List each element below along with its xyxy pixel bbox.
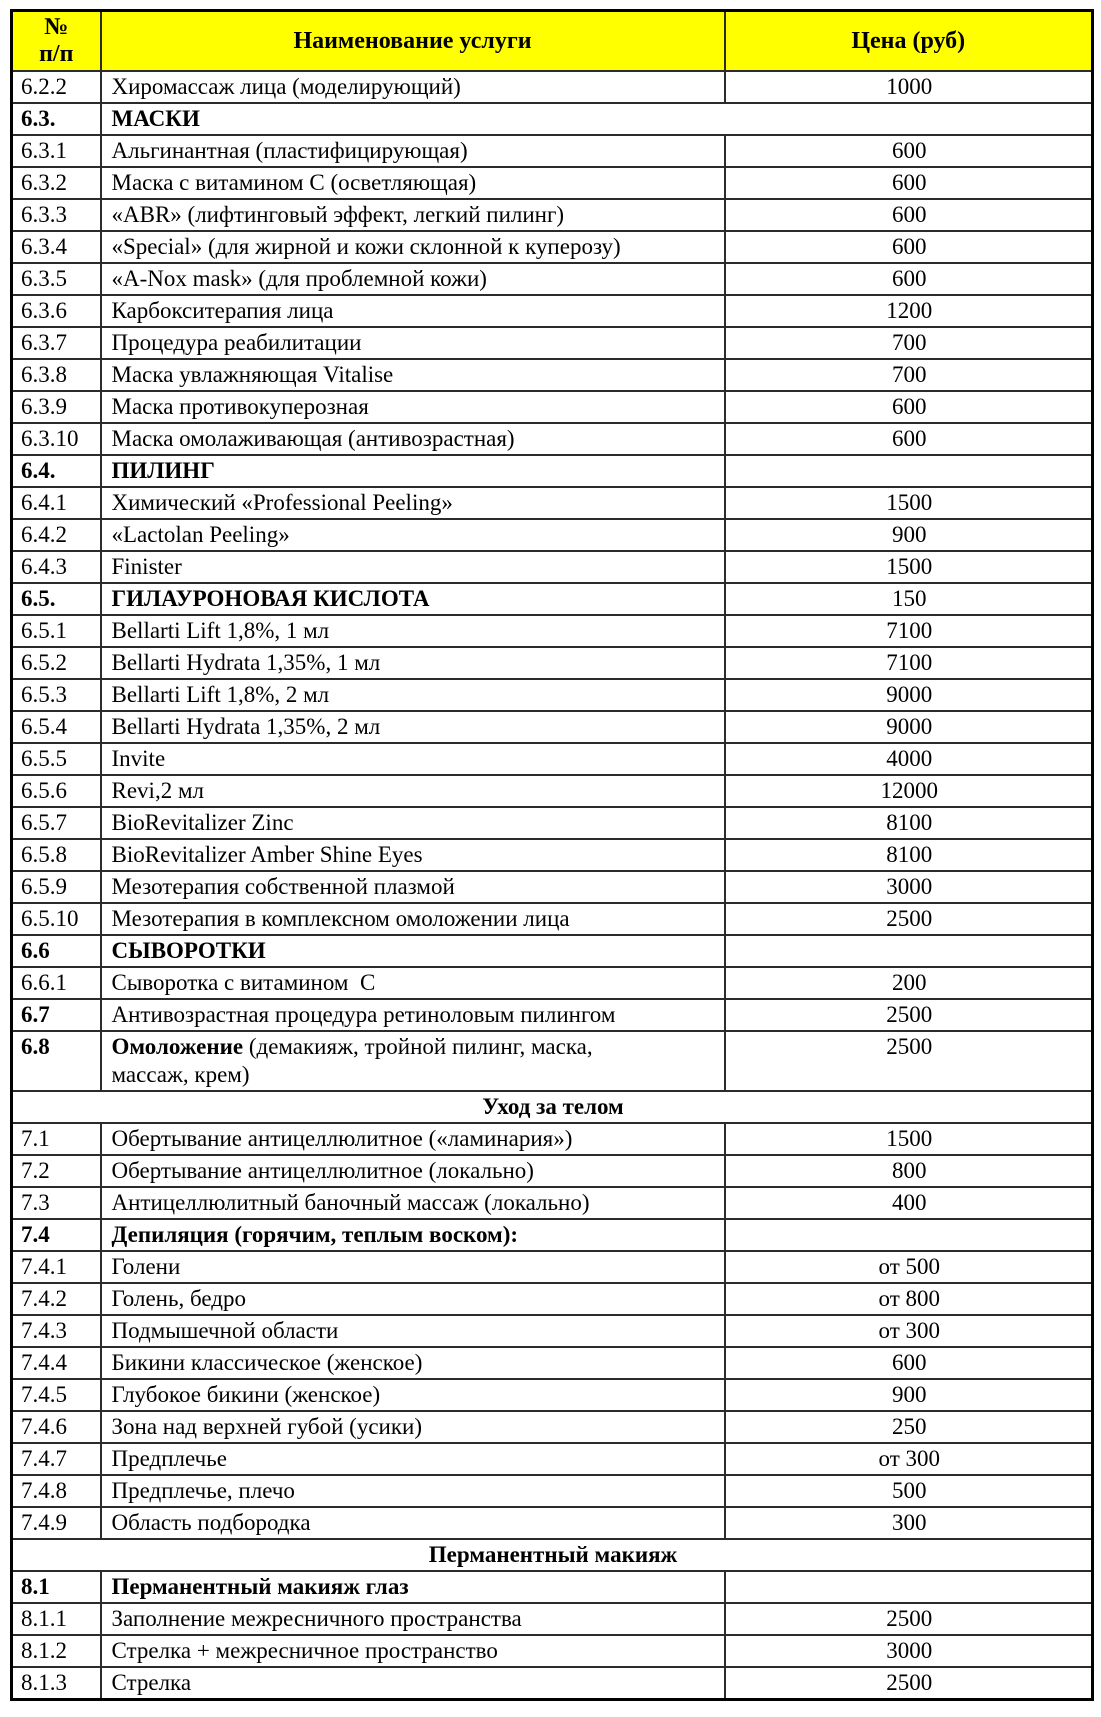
table-row (12, 231, 1093, 263)
table-row (12, 1123, 1093, 1155)
row-number: 6.6 (12, 935, 101, 967)
price: 700 (725, 327, 1093, 359)
service-name: Антицеллюлитный баночный массаж (локально) (101, 1187, 725, 1219)
table-row (12, 807, 1093, 839)
price: 200 (725, 967, 1093, 999)
service-name: Стрелка + межресничное пространство (101, 1635, 725, 1667)
price: 900 (725, 1379, 1093, 1411)
table-row (12, 1475, 1093, 1507)
service-name: Омоложение (демакияж, тройной пилинг, маска, массаж, крем) (101, 1031, 725, 1091)
table-row (12, 391, 1093, 423)
row-number: 6.4.3 (12, 551, 101, 583)
row-number: 7.4 (12, 1219, 101, 1251)
row-number: 6.3.2 (12, 167, 101, 199)
row-number: 6.8 (12, 1031, 101, 1091)
table-row (12, 1283, 1093, 1315)
service-name: Процедура реабилитации (101, 327, 725, 359)
table-row (12, 1443, 1093, 1475)
table-row (12, 1031, 1093, 1091)
row-number: 6.3.3 (12, 199, 101, 231)
service-name: Сыворотка с витамином С (101, 967, 725, 999)
table-row (12, 903, 1093, 935)
price: от 500 (725, 1251, 1093, 1283)
service-name: «Lactolan Peeling» (101, 519, 725, 551)
price: 400 (725, 1187, 1093, 1219)
price (725, 935, 1093, 967)
service-name: Зона над верхней губой (усики) (101, 1411, 725, 1443)
table-row (12, 775, 1093, 807)
table-row (12, 743, 1093, 775)
price: от 800 (725, 1283, 1093, 1315)
service-name: Стрелка (101, 1667, 725, 1700)
service-name: Revi,2 мл (101, 775, 725, 807)
row-number: 6.3.9 (12, 391, 101, 423)
service-name: Бикини классическое (женское) (101, 1347, 725, 1379)
table-row (12, 1187, 1093, 1219)
section-title: Перманентный макияж (12, 1539, 1093, 1571)
price: 3000 (725, 1635, 1093, 1667)
header-number-line1: № (44, 14, 69, 40)
table-row (12, 967, 1093, 999)
row-number: 6.3.7 (12, 327, 101, 359)
service-name: «A-Nox mask» (для проблемной кожи) (101, 263, 725, 295)
row-number: 6.3.5 (12, 263, 101, 295)
price: 7100 (725, 647, 1093, 679)
row-number: 6.5.10 (12, 903, 101, 935)
row-number: 6.4. (12, 455, 101, 487)
service-name: Антивозрастная процедура ретиноловым пилингом (101, 999, 725, 1031)
table-row (12, 359, 1093, 391)
table-row (12, 711, 1093, 743)
price: 9000 (725, 679, 1093, 711)
row-number: 7.1 (12, 1123, 101, 1155)
price: 600 (725, 231, 1093, 263)
table-row (12, 167, 1093, 199)
price: 600 (725, 263, 1093, 295)
table-row (12, 999, 1093, 1031)
section-row (12, 1539, 1093, 1571)
table-row (12, 71, 1093, 103)
table-row (12, 1219, 1093, 1251)
table-row (12, 1635, 1093, 1667)
row-number: 6.5.3 (12, 679, 101, 711)
table-row (12, 263, 1093, 295)
service-name: Химический «Professional Peeling» (101, 487, 725, 519)
service-name: Альгинантная (пластифицирующая) (101, 135, 725, 167)
price: 1500 (725, 487, 1093, 519)
price: 9000 (725, 711, 1093, 743)
service-name: ПИЛИНГ (101, 455, 725, 487)
row-number: 6.5.8 (12, 839, 101, 871)
row-number: 6.3.10 (12, 423, 101, 455)
row-number: 7.4.6 (12, 1411, 101, 1443)
service-name: Маска увлажняющая Vitalise (101, 359, 725, 391)
table-row (12, 487, 1093, 519)
table-row (12, 455, 1093, 487)
table-row (12, 423, 1093, 455)
row-number: 6.5. (12, 583, 101, 615)
row-number: 6.3.8 (12, 359, 101, 391)
table-header-row (12, 11, 1093, 72)
price: 2500 (725, 1667, 1093, 1700)
row-number: 6.5.2 (12, 647, 101, 679)
service-name: Finister (101, 551, 725, 583)
service-name: Маска омолаживающая (антивозрастная) (101, 423, 725, 455)
section-row (12, 1091, 1093, 1123)
table-row (12, 1571, 1093, 1603)
service-name: Предплечье, плечо (101, 1475, 725, 1507)
service-name: Перманентный макияж глаз (101, 1571, 725, 1603)
row-number: 6.3. (12, 103, 101, 135)
row-number: 8.1.3 (12, 1667, 101, 1700)
price: 800 (725, 1155, 1093, 1187)
row-number: 6.5.1 (12, 615, 101, 647)
table-row (12, 1251, 1093, 1283)
price (725, 1219, 1093, 1251)
table-row (12, 1507, 1093, 1539)
price: 1500 (725, 551, 1093, 583)
price: от 300 (725, 1315, 1093, 1347)
row-number: 6.3.4 (12, 231, 101, 263)
price: 1000 (725, 71, 1093, 103)
table-row (12, 679, 1093, 711)
price: 2500 (725, 1031, 1093, 1091)
service-name: Bellarti Hydrata 1,35%, 1 мл (101, 647, 725, 679)
service-name: Голени (101, 1251, 725, 1283)
service-name: Bellarti Lift 1,8%, 1 мл (101, 615, 725, 647)
price: от 300 (725, 1443, 1093, 1475)
table-row (12, 1667, 1093, 1700)
price: 3000 (725, 871, 1093, 903)
price: 700 (725, 359, 1093, 391)
service-name: МАСКИ (101, 103, 1093, 135)
price: 8100 (725, 807, 1093, 839)
table-row (12, 839, 1093, 871)
price: 12000 (725, 775, 1093, 807)
row-number: 8.1 (12, 1571, 101, 1603)
row-number: 6.3.1 (12, 135, 101, 167)
service-name: Обертывание антицеллюлитное («ламинария») (101, 1123, 725, 1155)
service-name: Bellarti Lift 1,8%, 2 мл (101, 679, 725, 711)
price: 8100 (725, 839, 1093, 871)
price: 600 (725, 1347, 1093, 1379)
table-row (12, 551, 1093, 583)
table-row (12, 583, 1093, 615)
service-name: BioRevitalizer Amber Shine Eyes (101, 839, 725, 871)
table-row (12, 647, 1093, 679)
row-number: 6.7 (12, 999, 101, 1031)
table-body (12, 71, 1093, 1700)
table-row (12, 1347, 1093, 1379)
row-number: 7.4.2 (12, 1283, 101, 1315)
table-row (12, 295, 1093, 327)
header-number-column (12, 11, 101, 72)
row-number: 7.2 (12, 1155, 101, 1187)
service-name: Bellarti Hydrata 1,35%, 2 мл (101, 711, 725, 743)
row-number: 7.3 (12, 1187, 101, 1219)
row-number: 7.4.1 (12, 1251, 101, 1283)
price: 250 (725, 1411, 1093, 1443)
price: 7100 (725, 615, 1093, 647)
row-number: 6.4.2 (12, 519, 101, 551)
table-row (12, 871, 1093, 903)
table-row (12, 327, 1093, 359)
price: 600 (725, 199, 1093, 231)
service-name: Мезотерапия в комплексном омоложении лица (101, 903, 725, 935)
row-number: 6.5.7 (12, 807, 101, 839)
service-name: Обертывание антицеллюлитное (локально) (101, 1155, 725, 1187)
service-name: Депиляция (горячим, теплым воском): (101, 1219, 725, 1251)
service-name: Подмышечной области (101, 1315, 725, 1347)
row-number: 8.1.2 (12, 1635, 101, 1667)
table-row (12, 135, 1093, 167)
price (725, 455, 1093, 487)
table-row (12, 1155, 1093, 1187)
row-number: 7.4.3 (12, 1315, 101, 1347)
service-name: Карбокситерапия лица (101, 295, 725, 327)
row-number: 6.4.1 (12, 487, 101, 519)
service-name: СЫВОРОТКИ (101, 935, 725, 967)
table-row (12, 1411, 1093, 1443)
row-number: 6.3.6 (12, 295, 101, 327)
price: 600 (725, 167, 1093, 199)
service-name: Глубокое бикини (женское) (101, 1379, 725, 1411)
row-number: 6.5.4 (12, 711, 101, 743)
header-number-line2: п/п (39, 41, 74, 67)
table-row (12, 615, 1093, 647)
price: 4000 (725, 743, 1093, 775)
table-row (12, 199, 1093, 231)
price: 600 (725, 391, 1093, 423)
price: 150 (725, 583, 1093, 615)
header-service-column: Наименование услуги (101, 11, 725, 72)
price: 2500 (725, 999, 1093, 1031)
table-row (12, 1603, 1093, 1635)
price-list-table (10, 9, 1094, 1701)
price: 1500 (725, 1123, 1093, 1155)
service-name: Мезотерапия собственной плазмой (101, 871, 725, 903)
section-title: Уход за телом (12, 1091, 1093, 1123)
price: 900 (725, 519, 1093, 551)
price: 300 (725, 1507, 1093, 1539)
service-name: Хиромассаж лица (моделирующий) (101, 71, 725, 103)
service-name: BioRevitalizer Zinc (101, 807, 725, 839)
price (725, 1571, 1093, 1603)
price: 2500 (725, 903, 1093, 935)
price: 2500 (725, 1603, 1093, 1635)
service-name: Область подбородка (101, 1507, 725, 1539)
row-number: 7.4.7 (12, 1443, 101, 1475)
table-row (12, 1379, 1093, 1411)
row-number: 7.4.9 (12, 1507, 101, 1539)
row-number: 6.5.9 (12, 871, 101, 903)
service-name: «Special» (для жирной и кожи склонной к куперозу) (101, 231, 725, 263)
header-price-column: Цена (руб) (725, 11, 1093, 72)
table-row (12, 935, 1093, 967)
service-name: Маска с витамином С (осветляющая) (101, 167, 725, 199)
service-name: ГИЛАУРОНОВАЯ КИСЛОТА (101, 583, 725, 615)
service-name: Заполнение межресничного пространства (101, 1603, 725, 1635)
price: 500 (725, 1475, 1093, 1507)
service-name: Голень, бедро (101, 1283, 725, 1315)
row-number: 7.4.8 (12, 1475, 101, 1507)
row-number: 6.5.6 (12, 775, 101, 807)
service-name: Invite (101, 743, 725, 775)
price: 1200 (725, 295, 1093, 327)
row-number: 6.2.2 (12, 71, 101, 103)
row-number: 6.5.5 (12, 743, 101, 775)
service-name: «ABR» (лифтинговый эффект, легкий пилинг) (101, 199, 725, 231)
table-row (12, 103, 1093, 135)
row-number: 8.1.1 (12, 1603, 101, 1635)
price: 600 (725, 423, 1093, 455)
row-number: 6.6.1 (12, 967, 101, 999)
service-name: Предплечье (101, 1443, 725, 1475)
service-name: Маска противокуперозная (101, 391, 725, 423)
price: 600 (725, 135, 1093, 167)
row-number: 7.4.4 (12, 1347, 101, 1379)
table-row (12, 1315, 1093, 1347)
row-number: 7.4.5 (12, 1379, 101, 1411)
table-row (12, 519, 1093, 551)
